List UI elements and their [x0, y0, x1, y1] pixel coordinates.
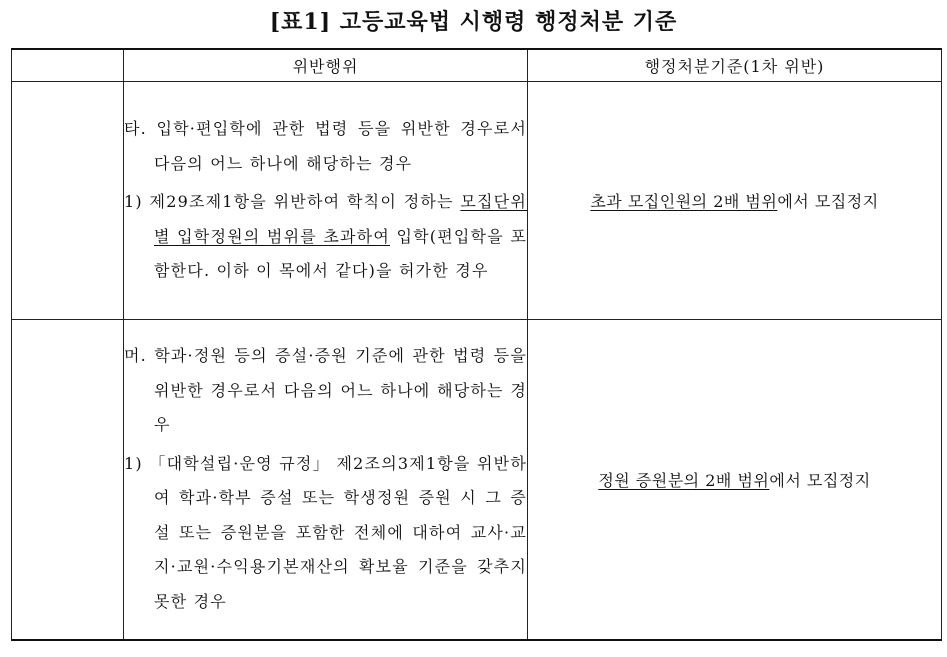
violation-item: 타. 입학·편입학에 관한 법령 등을 위반한 경우로서 다음의 어느 하나에 해당하는 경우 [124, 119, 527, 173]
sub-text-underlined: 모집단위별 입학정원의 범위를 초과하여 [154, 192, 527, 246]
page-title: [표1] 고등교육법 시행령 행정처분 기준 [269, 9, 678, 35]
standard-cell [528, 320, 942, 640]
sub-text-pre: 1) 제29조제1항을 위반하여 학칙이 정하는 [124, 192, 461, 212]
table-row [12, 320, 942, 640]
header-standard: 행정처분기준(1차 위반) [528, 49, 942, 82]
standard-underlined: 초과 모집인원의 2배 범위 [590, 192, 778, 211]
standard-rest: 에서 모집정지 [769, 470, 871, 490]
header-violation: 위반행위 [124, 49, 528, 82]
row-blank-cell [12, 320, 124, 640]
violation-cell [124, 320, 528, 640]
table-row [12, 82, 942, 320]
violation-sub-item [124, 185, 527, 289]
sub-text-post: 입학(편입학을 포함한다. 이하 이 목에서 같다)을 허가한 경우 [154, 226, 528, 281]
administrative-disposition-table [11, 48, 942, 641]
table-header-row [12, 49, 942, 82]
violation-sub-item: 1) 「대학설립·운영 규정」 제2조의3제1항을 위반하여 학과·학부 증설 또는 학생정원 증원 시 그 증설 또는 증원분을 포함한 전체에 대하여 교사·교지·교원·수익용기본재산의 확보율 기준을 갖추지 못한 경우 [124, 453, 527, 611]
standard-cell [528, 82, 942, 320]
violation-item: 머. 학과·정원 등의 증설·증원 기준에 관한 법령 등을 위반한 경우로서 다음의 어느 하나에 해당하는 경우 [124, 346, 527, 435]
row-blank-cell [12, 82, 124, 320]
header-blank-cell [12, 49, 124, 82]
violation-cell [124, 82, 528, 320]
standard-underlined: 정원 증원분의 2배 범위 [598, 470, 770, 490]
standard-rest: 에서 모집정지 [777, 192, 879, 211]
